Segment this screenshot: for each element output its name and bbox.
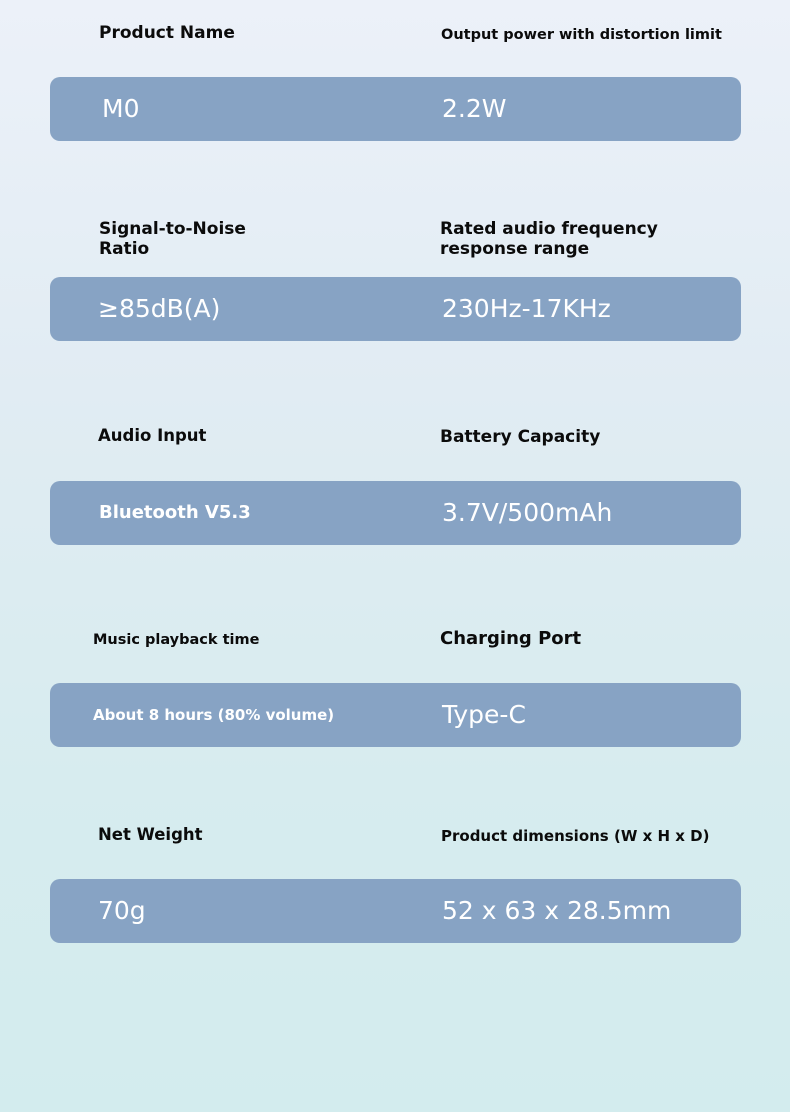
spec-row-4-bar [50, 683, 741, 747]
audio-input-label: Audio Input [98, 426, 207, 445]
net-weight-value: 70g [98, 896, 146, 925]
product-name-value: M0 [102, 94, 140, 123]
spec-row-5-bar [50, 879, 741, 943]
spec-row-1-bar [50, 77, 741, 141]
playback-time-label: Music playback time [93, 632, 260, 648]
frequency-range-value: 230Hz-17KHz [442, 294, 611, 323]
dimensions-value: 52 x 63 x 28.5mm [442, 896, 672, 925]
audio-input-value: Bluetooth V5.3 [99, 502, 251, 523]
battery-capacity-value: 3.7V/500mAh [442, 498, 613, 527]
playback-time-value: About 8 hours (80% volume) [93, 706, 335, 724]
snr-label: Signal-to-Noise Ratio [99, 219, 246, 259]
charging-port-label: Charging Port [440, 628, 582, 649]
dimensions-label: Product dimensions (W x H x D) [441, 827, 710, 845]
spec-row-2-bar [50, 277, 741, 341]
output-power-label: Output power with distortion limit [441, 27, 722, 43]
battery-capacity-label: Battery Capacity [440, 427, 601, 447]
frequency-range-label: Rated audio frequency response range [440, 219, 658, 259]
output-power-value: 2.2W [442, 94, 507, 123]
spec-row-3-bar [50, 481, 741, 545]
product-name-label: Product Name [99, 23, 235, 43]
net-weight-label: Net Weight [98, 825, 203, 844]
charging-port-value: Type-C [442, 700, 526, 729]
snr-value: ≥85dB(A) [98, 294, 221, 323]
